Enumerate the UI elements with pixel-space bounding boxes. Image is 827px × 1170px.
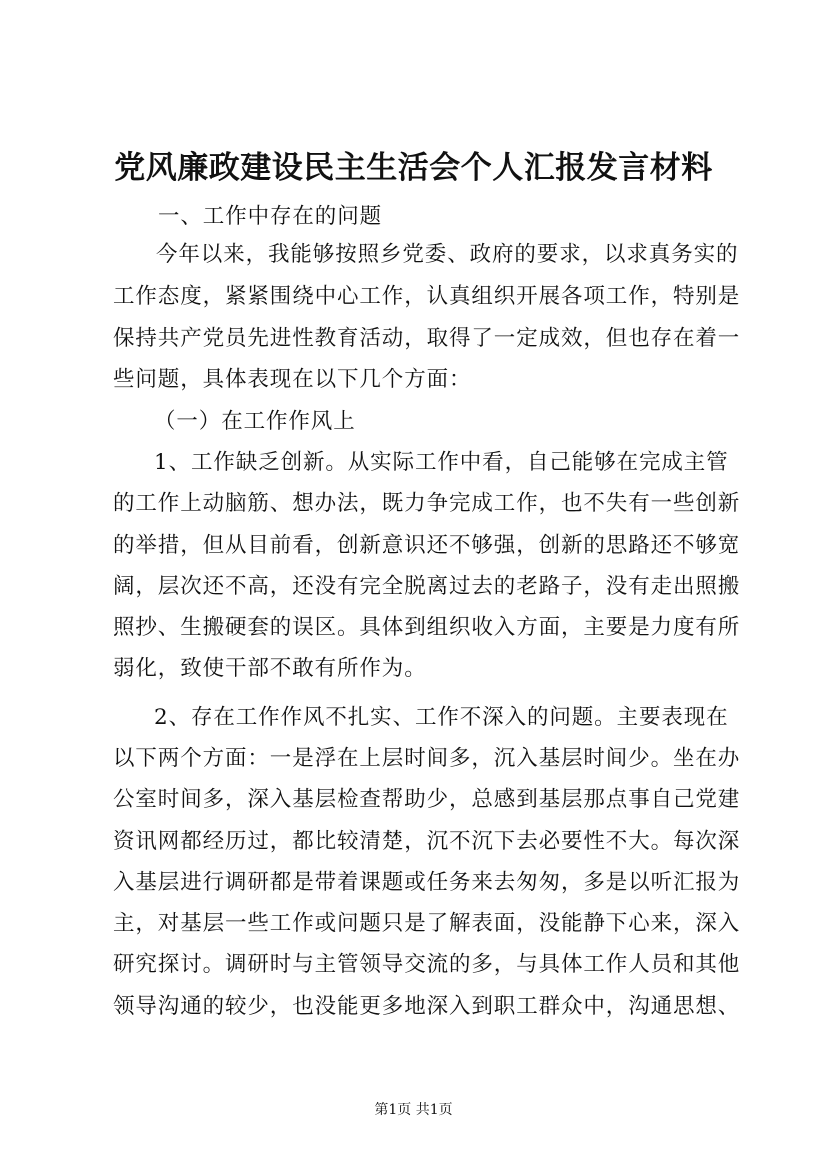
paragraph-line: 今年以来，我能够按照乡党委、政府的要求，以求真务实的 <box>156 242 739 267</box>
paragraph-line: 的举措，但从目前看，创新意识还不够强，创新的思路还不够宽 <box>113 533 741 558</box>
section-heading: 一、工作中存在的问题 <box>158 204 383 229</box>
paragraph-line: 研究探讨。调研时与主管领导交流的多，与具体工作人员和其他 <box>113 952 741 977</box>
subsection-heading: （一）在工作作风上 <box>154 409 356 434</box>
paragraph-line: 照抄、生搬硬套的误区。具体到组织收入方面，主要是力度有所 <box>113 615 741 640</box>
paragraph-line: 以下两个方面：一是浮在上层时间多，沉入基层时间少。坐在办 <box>113 746 741 771</box>
paragraph-line: 弱化，致使干部不敢有所作为。 <box>113 656 427 681</box>
paragraph-line: 些问题，具体表现在以下几个方面： <box>113 367 472 392</box>
paragraph-line: 1、工作缺乏创新。从实际工作中看，自己能够在完成主管 <box>154 450 729 475</box>
paragraph-line: 主，对基层一些工作或问题只是了解表面，没能静下心来，深入 <box>113 911 741 936</box>
paragraph-line: 保持共产党员先进性教育活动，取得了一定成效，但也存在着一 <box>113 326 741 351</box>
document-title: 党风廉政建设民主生活会个人汇报发言材料 <box>114 150 713 186</box>
paragraph-line: 工作态度，紧紧围绕中心工作，认真组织开展各项工作，特别是 <box>113 284 741 309</box>
paragraph-line: 领导沟通的较少，也没能更多地深入到职工群众中，沟通思想、 <box>113 994 741 1019</box>
paragraph-line: 公室时间多，深入基层检查帮助少，总感到基层那点事自己党建 <box>113 787 741 812</box>
paragraph-line: 2、存在工作作风不扎实、工作不深入的问题。主要表现在 <box>154 705 729 730</box>
paragraph-line: 资讯网都经历过，都比较清楚，沉不沉下去必要性不大。每次深 <box>113 829 741 854</box>
paragraph-line: 的工作上动脑筋、想办法，既力争完成工作，也不失有一些创新 <box>113 491 741 516</box>
paragraph-line: 入基层进行调研都是带着课题或任务来去匆匆，多是以听汇报为 <box>113 870 741 895</box>
paragraph-line: 阔，层次还不高，还没有完全脱离过去的老路子，没有走出照搬 <box>113 574 741 599</box>
page-footer: 第1页 共1页 <box>374 1102 453 1118</box>
